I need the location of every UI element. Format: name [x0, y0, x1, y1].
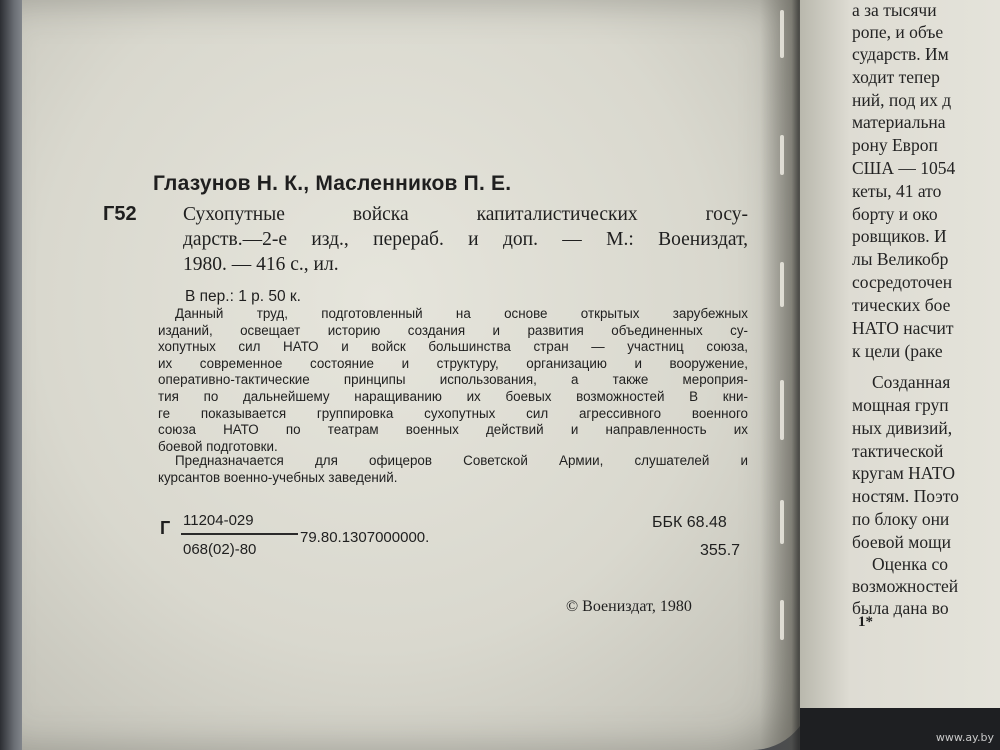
audience-line: курсантов военно-учебных заведений.	[158, 469, 398, 485]
right-page-line: мощная груп	[852, 395, 949, 415]
right-page-line: ровщиков. И	[852, 226, 947, 246]
right-page-line: была дана во	[852, 598, 949, 618]
right-page-line: материальна	[852, 112, 946, 132]
right-page-line: тактической	[852, 441, 944, 461]
annotation-line: тия по дальнейшему наращиванию их боевых возможностей В кни-	[158, 388, 748, 404]
annotation-line: ге показывается группировка сухопутных сил агрессивного военного	[158, 405, 748, 421]
right-page-line: по блоку они	[852, 509, 950, 529]
binding-stitch	[780, 262, 784, 307]
footnote-mark: 1*	[858, 614, 873, 630]
right-page	[800, 0, 1000, 715]
audience-note	[158, 453, 748, 486]
right-page-line: борту и око	[852, 204, 938, 224]
annotation-line: союза НАТО по театрам военных действий и направленность их	[158, 422, 748, 438]
right-page-line: рону Европ	[852, 135, 938, 155]
biblio-line: 1980. — 416 с., ил.	[183, 254, 339, 275]
binding-stitch	[780, 135, 784, 175]
annotation	[158, 306, 748, 455]
binding-stitch	[780, 500, 784, 544]
udc-code: 355.7	[700, 542, 741, 559]
right-page-line: сударств. Им	[852, 44, 949, 64]
binding-stitch	[780, 10, 784, 58]
index-letter: Г	[160, 518, 171, 538]
annotation-line: Данный труд, подготовленный на основе открытых зарубежных	[175, 306, 748, 321]
binding-stitch	[780, 600, 784, 640]
right-page-line: к цели (раке	[852, 341, 943, 361]
annotation-line: оперативно-тактические принципы использования, а также мероприя-	[158, 372, 748, 388]
index-fraction-line	[181, 533, 298, 535]
watermark: www.ay.by	[935, 731, 994, 744]
right-page-line: тических бое	[852, 295, 951, 315]
index-denominator: 068(02)-80	[183, 541, 257, 558]
right-page-line: США — 1054	[852, 158, 956, 178]
index-number: 79.80.1307000000.	[300, 529, 430, 546]
right-page-line: боевой мощи	[852, 532, 951, 552]
annotation-line: боевой подготовки.	[158, 438, 278, 454]
right-page-line: ностям. Поэто	[852, 486, 959, 506]
right-page-line: ропе, и объе	[852, 22, 944, 42]
biblio-line: дарств.—2-е изд., перераб. и доп. — М.: Воениздат,	[183, 229, 748, 250]
binding-stitch	[780, 380, 784, 440]
right-page-line: а за тысячи	[852, 0, 937, 20]
right-page-line: кеты, 41 ато	[852, 181, 942, 201]
right-page-line: НАТО насчит	[852, 318, 954, 338]
right-page-line: Созданная	[872, 372, 951, 392]
price-line: В пер.: 1 р. 50 к.	[185, 288, 301, 305]
right-page-line: кругам НАТО	[852, 463, 956, 483]
annotation-line: хопутных сил НАТО и войск большинства стран — участниц союза,	[158, 339, 748, 355]
bibliographic-description	[183, 202, 748, 277]
right-page-line: ходит тепер	[852, 67, 940, 87]
right-page-line: возможностей	[852, 576, 959, 596]
shelf-code: Г52	[103, 203, 137, 225]
authors-heading: Глазунов Н. К., Масленников П. Е.	[153, 172, 512, 195]
right-page-line: ний, под их д	[852, 90, 952, 110]
right-page-line: Оценка со	[872, 554, 949, 574]
right-page-line: лы Великобр	[852, 249, 949, 269]
right-page-line: сосредоточен	[852, 272, 953, 292]
annotation-line: их современное состояние и структуру, организацию и вооружение,	[158, 355, 748, 371]
index-numerator: 11204-029	[183, 512, 254, 529]
biblio-line: Сухопутные войска капиталистических госу-	[183, 204, 748, 225]
annotation-line: изданий, освещает историю создания и развития объединенных су-	[158, 322, 748, 338]
copyright-line: © Воениздат, 1980	[566, 598, 692, 615]
bbk-code: ББК 68.48	[652, 514, 727, 531]
right-page-line: ных дивизий,	[852, 418, 953, 438]
audience-line: Предназначается для офицеров Советской Армии, слушателей и	[175, 453, 748, 468]
